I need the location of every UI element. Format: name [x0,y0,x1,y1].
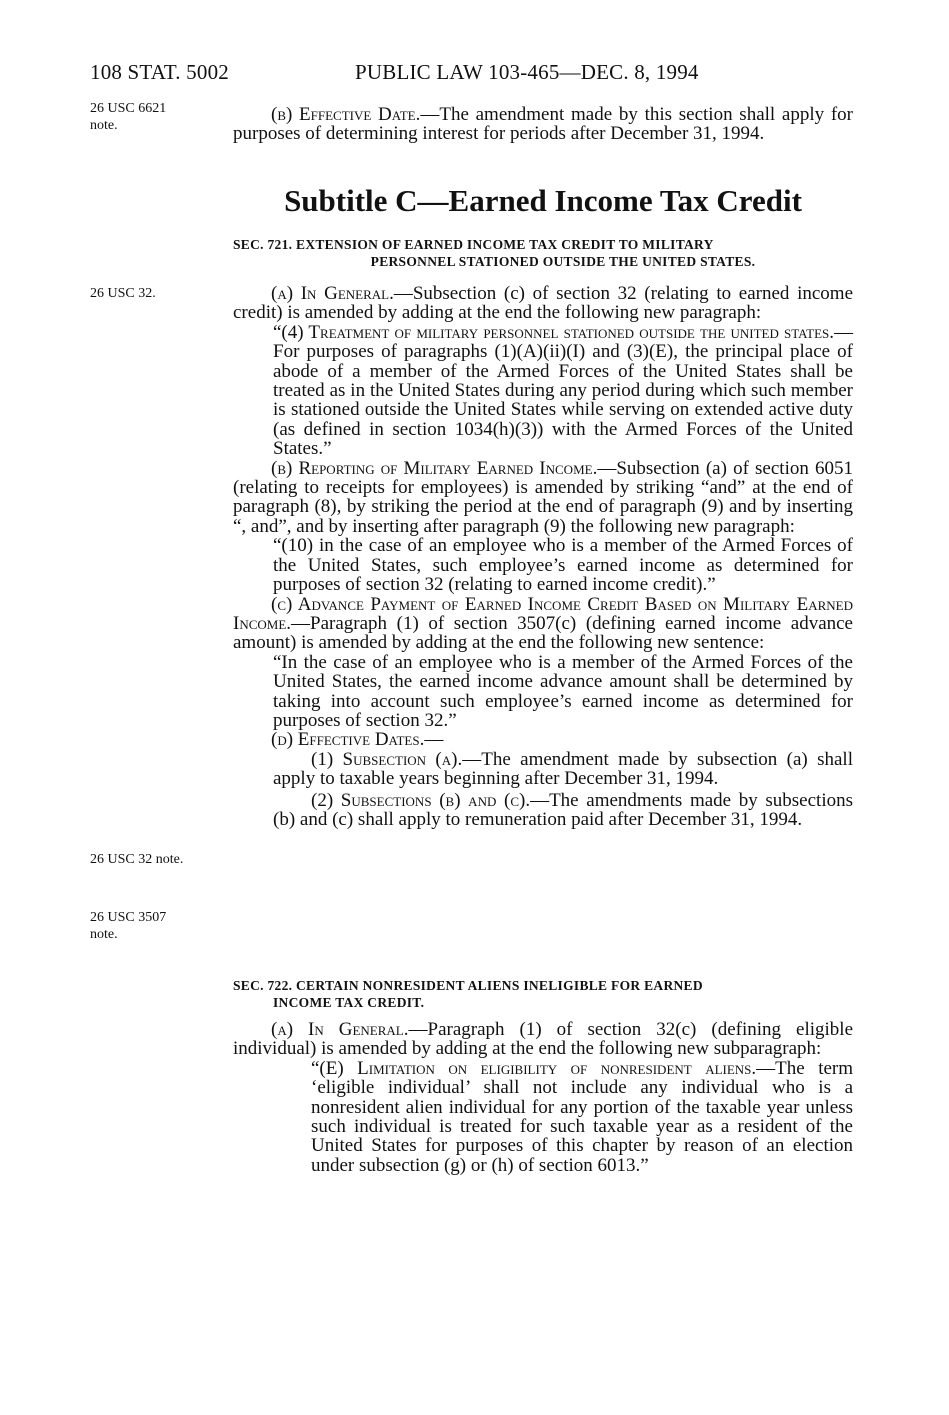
para-text: —The amendment made by this section shall apply for purposes of determining interest for periods after December 31, 1994. [233,104,853,145]
para-text: —The amendment made by subsection (a) shall apply to taxable years beginning after December 31, 1994. [273,748,853,790]
margin-note-32-note: 26 USC 32 note. [90,852,184,867]
sec-722 [233,977,853,1011]
sec-721-heading-line1: SEC. 721. EXTENSION OF EARNED INCOME TAX CREDIT TO MILITARY [233,237,714,252]
page-stat-citation: 108 STAT. 5002 [90,60,229,84]
sec-721-b10 [273,536,853,594]
para-text: —For purposes of paragraphs (1)(A)(ii)(I) and (3)(E), the principal place of abode of a member of the Armed Forces of the United States shall be treated as in the United States during any period during which such member is stationed outside the United States while serving on extended active duty (as defined in section 1034(h)(3)) with the Armed Forces of the United States.” [273,321,853,460]
sec-722-body [233,1020,853,1175]
running-header: PUBLIC LAW 103-465—DEC. 8, 1994 [355,60,699,84]
sec-722-heading [233,977,853,1011]
para-text: —Paragraph (1) of section 3507(c) (defining earned income advance amount) is amended by adding at the end the following new sentence: [233,612,853,654]
sec-721-body [233,284,853,829]
para-heading: (c) Advance Payment of Earned Income Credit Based on Military Earned Income. [233,593,853,634]
margin-note-32: 26 USC 32. [90,286,156,301]
sec-721-c-quote [273,653,853,731]
sec-722-e [311,1059,853,1175]
para-text: “(10) in the case of an employee who is a member of the Armed Forces of the United States, such employee’s earned income as determined for purposes of section 32 (relating to earned income credit).” [273,535,853,596]
para-text: —Paragraph (1) of section 32(c) (defining eligible individual) is amended by adding at the end the following new subparagraph: [233,1019,853,1060]
para-heading: (b) Effective Date. [271,104,421,125]
para-text: “In the case of an employee who is a member of the Armed Forces of the United States, the earned income advance amount shall be determined by taking into account such employee’s earned income as determined for purposes of section 32.” [273,651,853,731]
para-heading: (2) Subsections (b) and (c). [311,789,531,811]
para-text: —Subsection (c) of section 32 (relating to earned income credit) is amended by adding at the end the following new paragraph: [233,283,853,324]
subtitle-heading: Subtitle C—Earned Income Tax Credit [284,183,802,218]
para-heading: (1) Subsection (a). [311,748,463,770]
sec-721-c [233,595,853,653]
para-heading: (a) In General. [271,283,394,304]
sec-721-heading-line2: PERSONNEL STATIONED OUTSIDE THE UNITED STATES. [370,254,756,269]
section-b-effective-date [233,105,853,144]
para-text: —The term ‘eligible individual’ shall not include any individual who is a nonresident alien individual for any portion of the taxable year unless such individual is treated for such taxable year as a resident of the United States for purposes of this chapter by reason of an election under subsection (g) or (h) of section 6013.” [311,1057,854,1176]
para-text: —The amendments made by subsections (b) and (c) shall apply to remuneration paid after December 31, 1994. [273,789,853,830]
margin-note-6621: 26 USC 6621 note. [90,101,167,133]
sec-721-a4 [273,323,853,459]
para-heading: (b) Reporting of Military Earned Income. [271,457,598,479]
sec-721-a [233,284,853,323]
sec-721 [233,236,853,270]
sec-722-a [233,1020,853,1059]
para-heading: (a) In General. [271,1019,409,1040]
margin-note-3507: 26 USC 3507 note. [90,910,167,942]
para-text: — [424,729,444,751]
sec-722-heading-line2: INCOME TAX CREDIT. [273,995,425,1010]
para-heading: “(4) Treatment of military personnel stationed outside the united states. [273,321,834,343]
sec-721-d [233,730,853,749]
sec-722-heading-line1: SEC. 722. CERTAIN NONRESIDENT ALIENS INELIGIBLE FOR EARNED [233,978,703,993]
sec-721-heading [233,236,853,270]
para-text: —Subsection (a) of section 6051 (relating to receipts for employees) is amended by striking “and” at the end of paragraph (8), by striking the period at the end of paragraph (9) and by inserting “, and”, and by inserting after paragraph (9) the following new paragraph: [233,457,853,537]
sec-721-d1 [273,750,853,789]
sec-721-d2 [273,791,853,830]
sec-721-b [233,459,853,537]
para-heading: (d) Effective Dates. [271,729,425,751]
para-heading: “(E) Limitation on eligibility of nonresident aliens. [311,1057,757,1079]
